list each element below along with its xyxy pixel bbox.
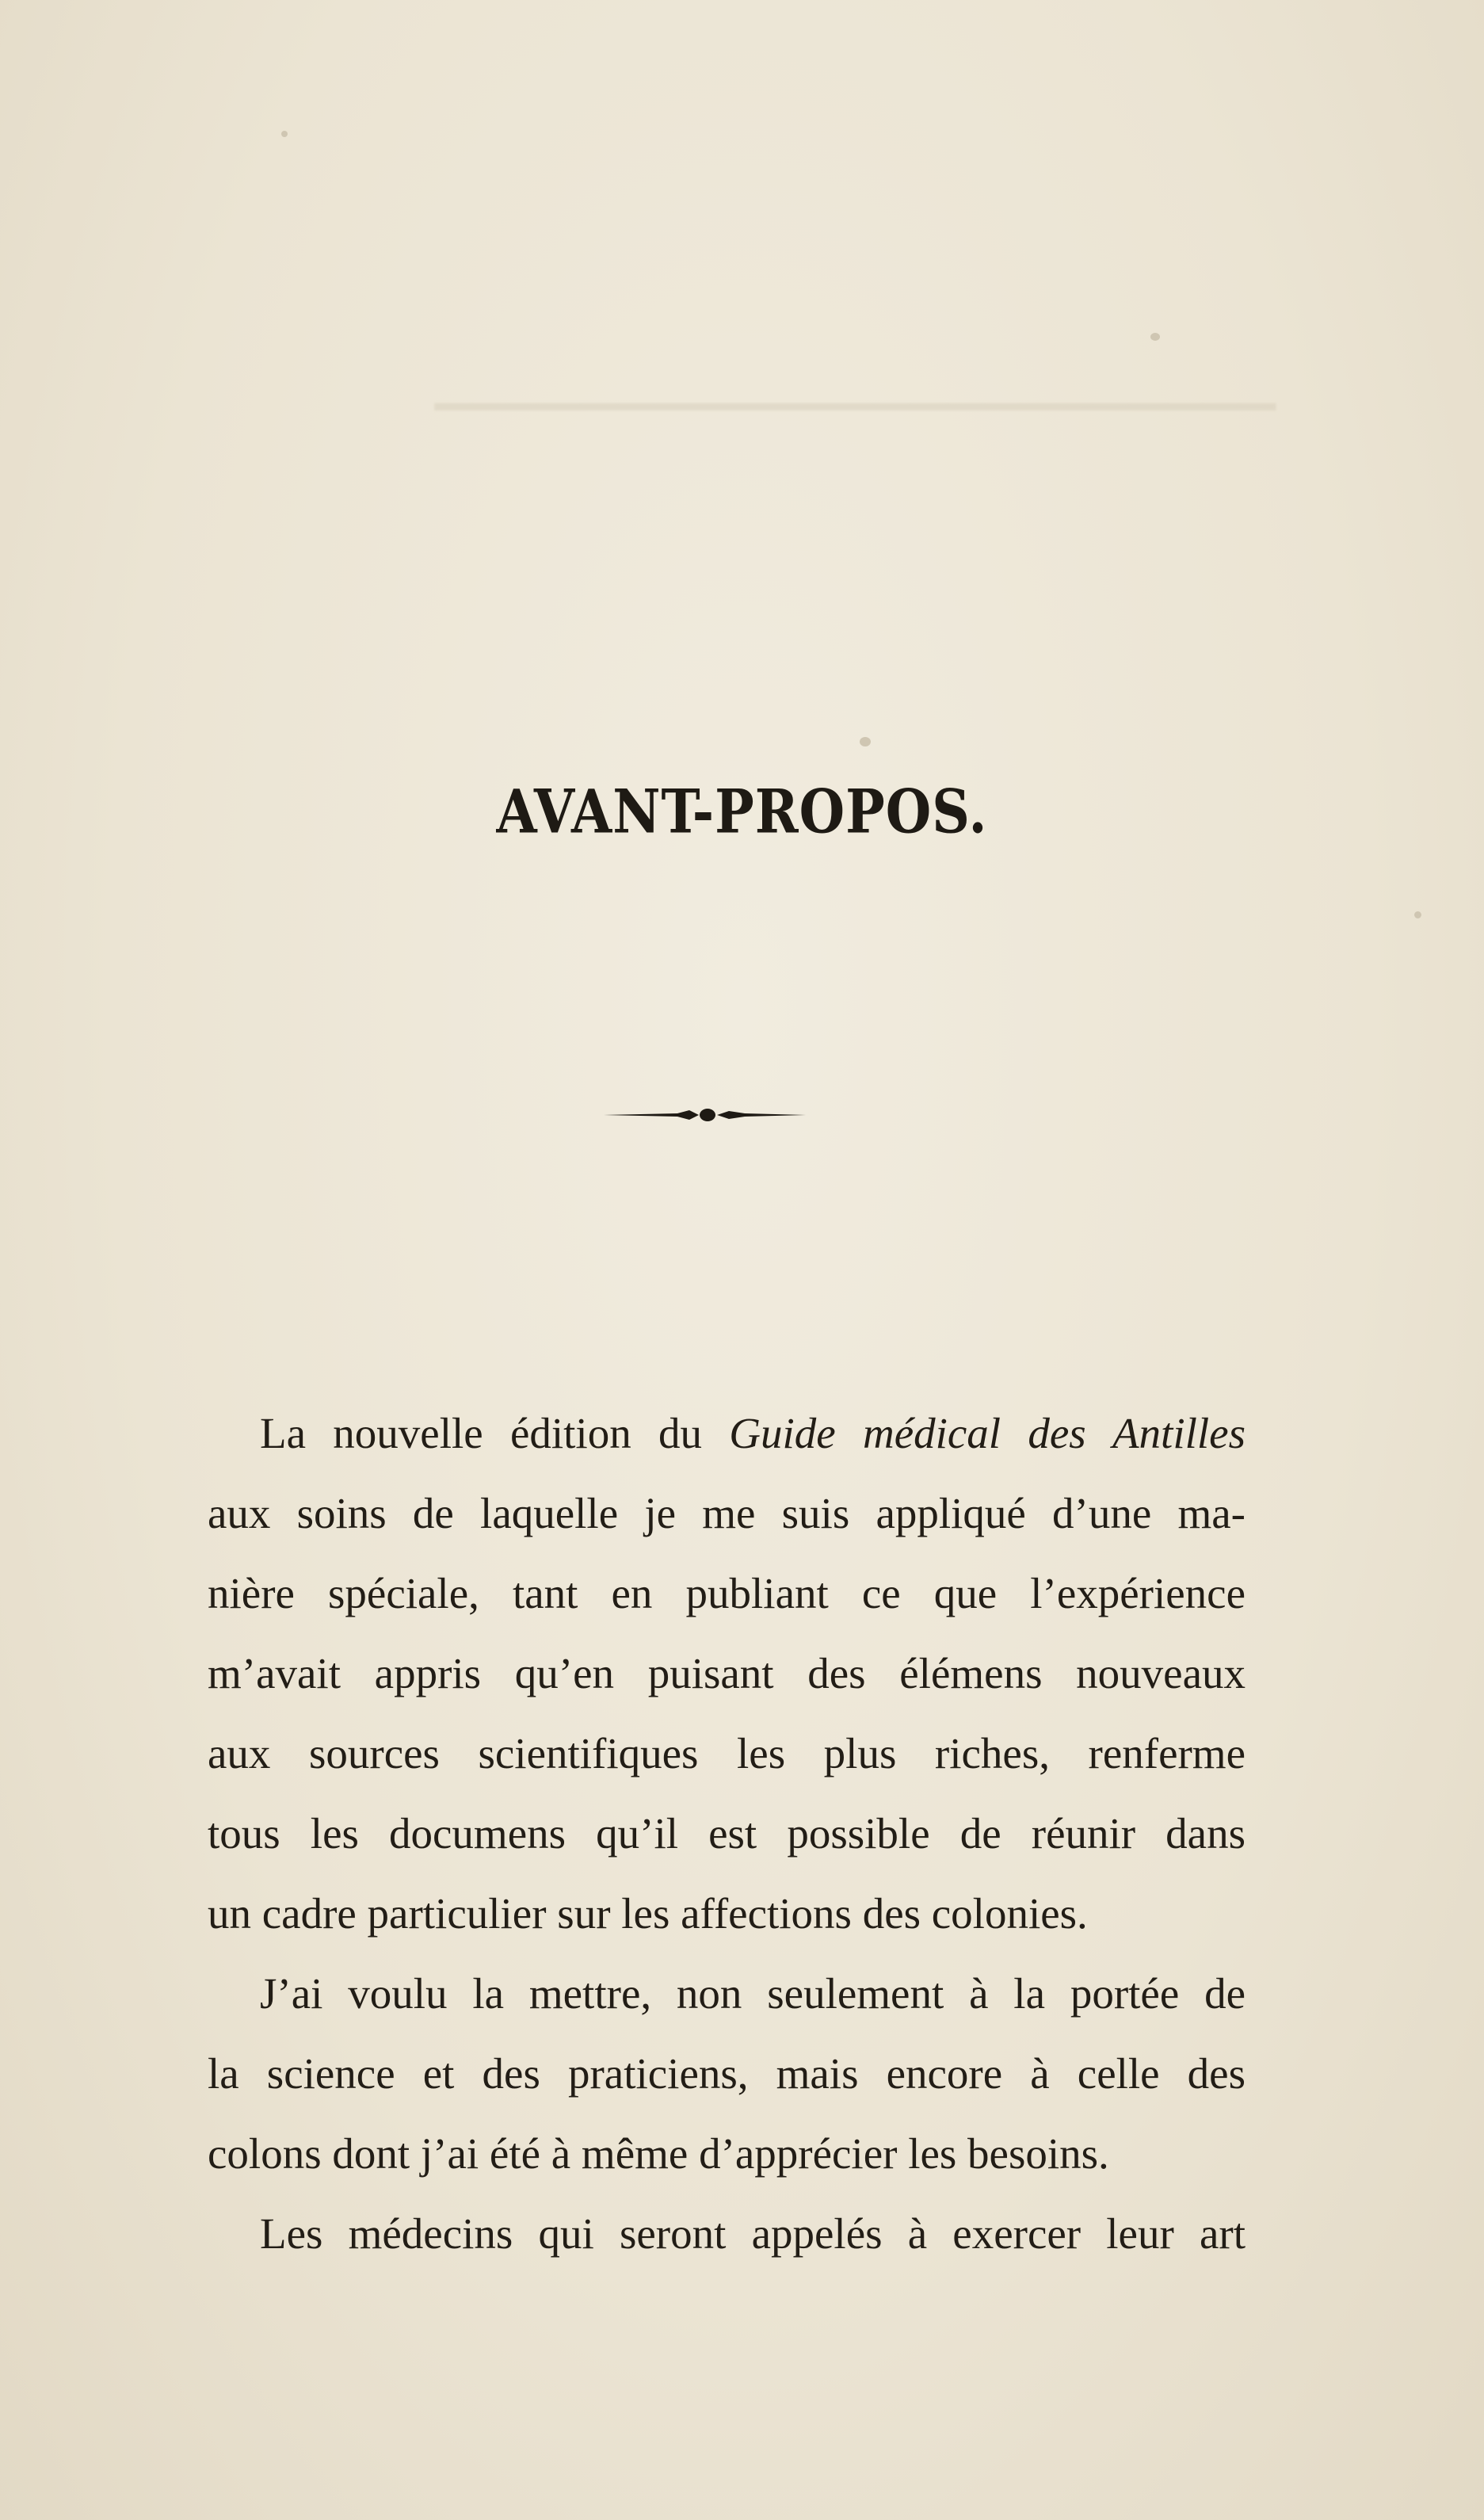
paper-speck (1150, 333, 1160, 341)
paper-speck (281, 131, 288, 137)
text-line: nière spéciale, tant en publiant ce que l’expérience (208, 1569, 1246, 1617)
book-title-italic: Guide médical des Antilles (729, 1409, 1246, 1457)
body-text (208, 1393, 1246, 2274)
rule-ornament-icon (602, 1103, 808, 1127)
page-title: AVANT-PROPOS. (496, 776, 988, 847)
paper-speck (1414, 911, 1421, 918)
text-line: tous les documens qu’il est possible de réunir dans (208, 1809, 1246, 1858)
verso-bleed-through: ▔▔▔▔▔▔▔▔▔▔▔▔▔▔▔▔▔▔▔▔▔▔▔ (434, 406, 1276, 458)
text-line: J’ai voulu la mettre, non seulement à la portée de (260, 1969, 1246, 2018)
text-line: m’avait appris qu’en puisant des élémens nouveaux (208, 1649, 1246, 1697)
text-line: Les médecins qui seront appelés à exercer leur art (260, 2209, 1246, 2258)
paper-speck (860, 737, 871, 746)
text-line: la science et des praticiens, mais encore à celle des (208, 2049, 1246, 2098)
text-line: aux soins de laquelle je me suis appliqué d’une ma- (208, 1489, 1246, 1537)
text-line: un cadre particulier sur les affections des colonies. (208, 1889, 1088, 1938)
text-run: La nouvelle édition du (260, 1409, 730, 1457)
text-line (208, 1393, 1246, 1473)
text-line: aux sources scientifiques les plus riches, renferme (208, 1729, 1246, 1777)
text-line: colons dont j’ai été à même d’apprécier les besoins. (208, 2129, 1109, 2178)
